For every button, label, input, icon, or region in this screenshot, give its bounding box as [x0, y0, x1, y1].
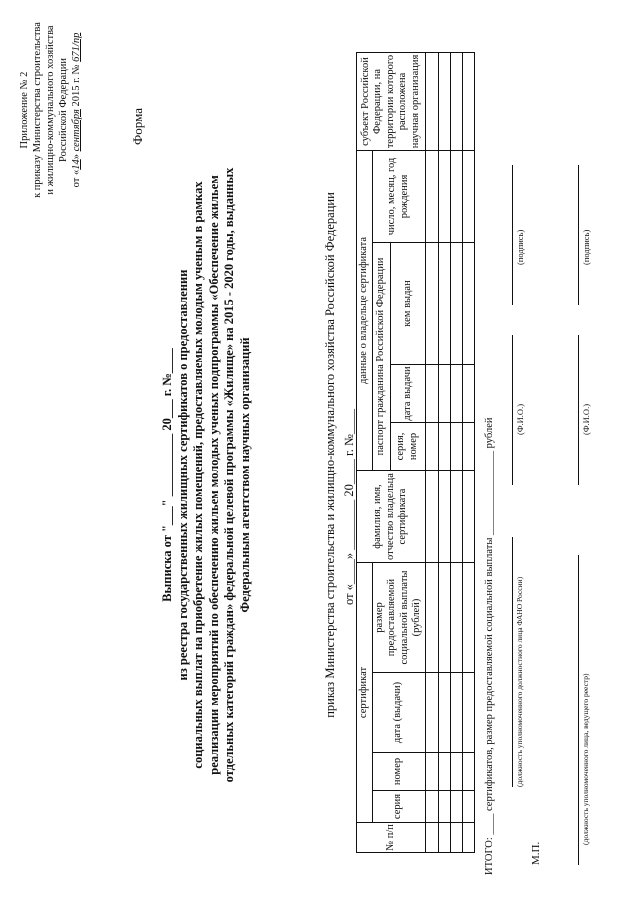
- title-line: Федеральным агентством научных организаций: [237, 337, 252, 613]
- date-year: 2015 г. №: [71, 61, 82, 110]
- fio-line: [578, 335, 579, 485]
- handwritten-number: 671/пр: [71, 32, 82, 62]
- table-row: [450, 52, 462, 852]
- appendix-date-line: [70, 15, 83, 205]
- table-row: [462, 52, 474, 852]
- position-caption-fano: (должность уполномоченного должностного лица ФАНО России): [515, 576, 524, 787]
- form-label: Форма: [130, 108, 145, 145]
- col-passport-series-header: серия, номер: [391, 423, 425, 471]
- appendix-line: Российской Федерации: [58, 58, 69, 162]
- signature-caption: (подпись): [515, 229, 525, 265]
- table-row: [425, 52, 438, 852]
- position-line: [578, 555, 579, 865]
- fio-caption: (Ф.И.О.): [581, 403, 591, 435]
- order-line: приказ Министерства строительства и жилищно-коммунального хозяйства Российской Федерации: [323, 192, 337, 718]
- col-issued-by-header: кем выдан: [391, 243, 425, 365]
- signature-line: [578, 165, 579, 305]
- col-num-header: № п/п: [357, 823, 426, 853]
- handwritten-month: сентября: [71, 109, 82, 152]
- fio-caption: (Ф.И.О.): [515, 403, 525, 435]
- total-line: ИТОГО: ____ сертификатов, размер предоставляемой социальной выплаты ________________ рублей: [484, 417, 495, 875]
- date-mid: »: [71, 151, 82, 160]
- fio-line: [512, 335, 513, 485]
- appendix-number: Приложение № 2: [19, 71, 30, 149]
- col-amount-header: размер предоставляемой социальной выплаты (рублей): [372, 563, 425, 673]
- col-number-header: номер: [372, 753, 425, 791]
- col-birth-header: число, месяц, год рождения: [372, 150, 425, 242]
- col-issue-date-header: дата выдачи: [391, 365, 425, 423]
- appendix-line: и жилищно-коммунального хозяйства: [45, 25, 56, 195]
- handwritten-day: 14: [71, 159, 82, 170]
- order-date: от «____» ________ 20____ г. №____: [342, 409, 356, 605]
- table-row: [438, 52, 450, 852]
- col-owner-name-header: фамилия, имя, отчество владельца сертификата: [357, 471, 426, 563]
- col-certificate-header: сертификат: [357, 563, 373, 823]
- title-line: Выписка от "___" __________ 20___ г. №____: [160, 348, 174, 602]
- title-line: реализации мероприятий по обеспечению жильем молодых ученых подпрограммы «Обеспечение жильем: [206, 175, 221, 775]
- position-line: [512, 537, 513, 787]
- col-date-header: дата (выдачи): [372, 673, 425, 753]
- registry-table: [356, 52, 475, 853]
- appendix-line: к приказу Министерства строительства: [32, 22, 43, 198]
- col-series-header: серия: [372, 791, 425, 823]
- date-prefix: от «: [71, 169, 82, 188]
- title-line: социальных выплат на приобретение жилых помещений, предоставляемых молодым ученым в рамках: [191, 181, 205, 769]
- signature-line: [512, 165, 513, 305]
- appendix-header: [18, 15, 83, 205]
- col-owner-data-header: данные о владельце сертификата: [357, 150, 373, 470]
- document-title: [160, 135, 253, 815]
- signature-caption: (подпись): [581, 229, 591, 265]
- title-line: отдельных категорий граждан» федеральной целевой программы «Жилище» на 2015 - 2020 годы, выданных: [222, 167, 236, 783]
- title-line: из реестра государственных жилищных сертификатов о предоставлении: [175, 269, 190, 681]
- stamp-place: М.П.: [530, 841, 542, 865]
- col-subject-header: субъект Российской Федерации, на территории которого расположена научная организация: [357, 52, 426, 150]
- col-passport-header: паспорт гражданина Российской Федерации: [372, 243, 391, 471]
- position-caption-registry: (должность уполномоченного лица, ведущего реестр): [581, 673, 590, 845]
